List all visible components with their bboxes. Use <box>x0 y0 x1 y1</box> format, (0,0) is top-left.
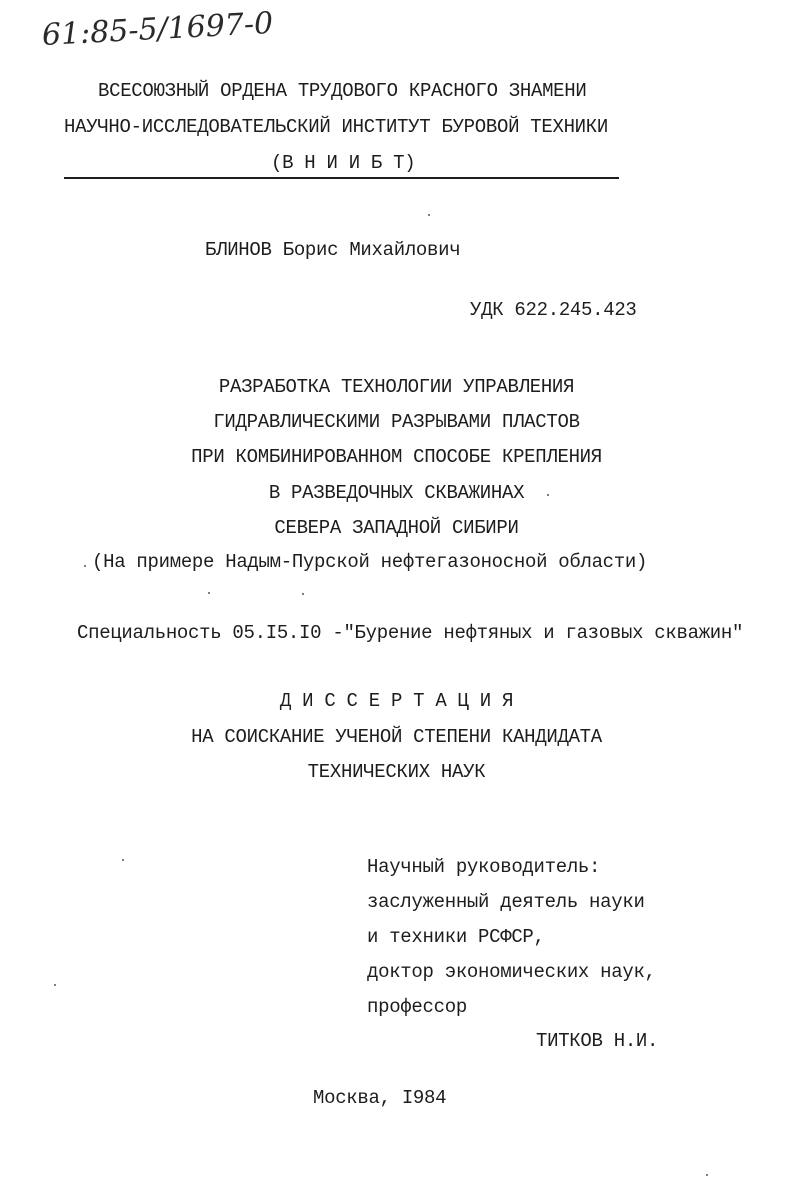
supervisor-degree: доктор экономических наук, <box>367 961 656 983</box>
institute-line-1: ВСЕСОЮЗНЫЙ ОРДЕНА ТРУДОВОГО КРАСНОГО ЗНАМЕНИ <box>98 80 587 102</box>
title-line-5: СЕВЕРА ЗАПАДНОЙ СИБИРИ <box>274 517 519 539</box>
supervisor-title-1: заслуженный деятель науки <box>367 891 645 913</box>
title-line-2: ГИДРАВЛИЧЕСКИМИ РАЗРЫВАМИ ПЛАСТОВ <box>213 411 580 433</box>
supervisor-name: ТИТКОВ Н.И. <box>536 1030 659 1052</box>
institute-abbreviation: (В Н И И Б Т) <box>271 152 416 174</box>
institute-line-2: НАУЧНО-ИССЛЕДОВАТЕЛЬСКИЙ ИНСТИТУТ БУРОВОЙ ТЕХНИКИ <box>64 116 608 138</box>
header-divider <box>64 177 619 179</box>
specialty: Специальность 05.I5.I0 -"Бурение нефтяных и газовых скважин" <box>77 622 744 644</box>
udc-code: УДК 622.245.423 <box>470 299 637 321</box>
author-name: БЛИНОВ Борис Михайлович <box>205 239 461 261</box>
place-and-year: Москва, I984 <box>313 1087 447 1109</box>
dissertation-heading: Д И С С Е Р Т А Ц И Я <box>279 690 514 712</box>
degree-line-1: НА СОИСКАНИЕ УЧЕНОЙ СТЕПЕНИ КАНДИДАТА <box>191 726 602 748</box>
scan-speck <box>706 1174 708 1176</box>
title-line-4: В РАЗВЕДОЧНЫХ СКВАЖИНАХ <box>268 482 525 504</box>
title-line-3: ПРИ КОМБИНИРОВАННОМ СПОСОБЕ КРЕПЛЕНИЯ <box>191 446 602 468</box>
scan-speck <box>84 565 86 567</box>
scan-speck <box>547 494 549 496</box>
scan-speck <box>54 984 56 986</box>
title-subtitle: (На примере Надым-Пурской нефтегазоносной области) <box>92 551 648 573</box>
scan-speck <box>428 214 430 216</box>
degree-line-2: ТЕХНИЧЕСКИХ НАУК <box>307 761 486 783</box>
supervisor-rank: профессор <box>367 996 467 1018</box>
scan-speck <box>208 592 210 594</box>
supervisor-title-2: и техники РСФСР, <box>367 926 545 948</box>
title-line-1: РАЗРАБОТКА ТЕХНОЛОГИИ УПРАВЛЕНИЯ <box>218 376 575 398</box>
handwritten-archive-code: 61:85-5/1697-0 <box>41 5 274 53</box>
scan-speck <box>302 593 304 595</box>
scan-speck <box>122 859 124 861</box>
supervisor-label: Научный руководитель: <box>367 856 601 878</box>
